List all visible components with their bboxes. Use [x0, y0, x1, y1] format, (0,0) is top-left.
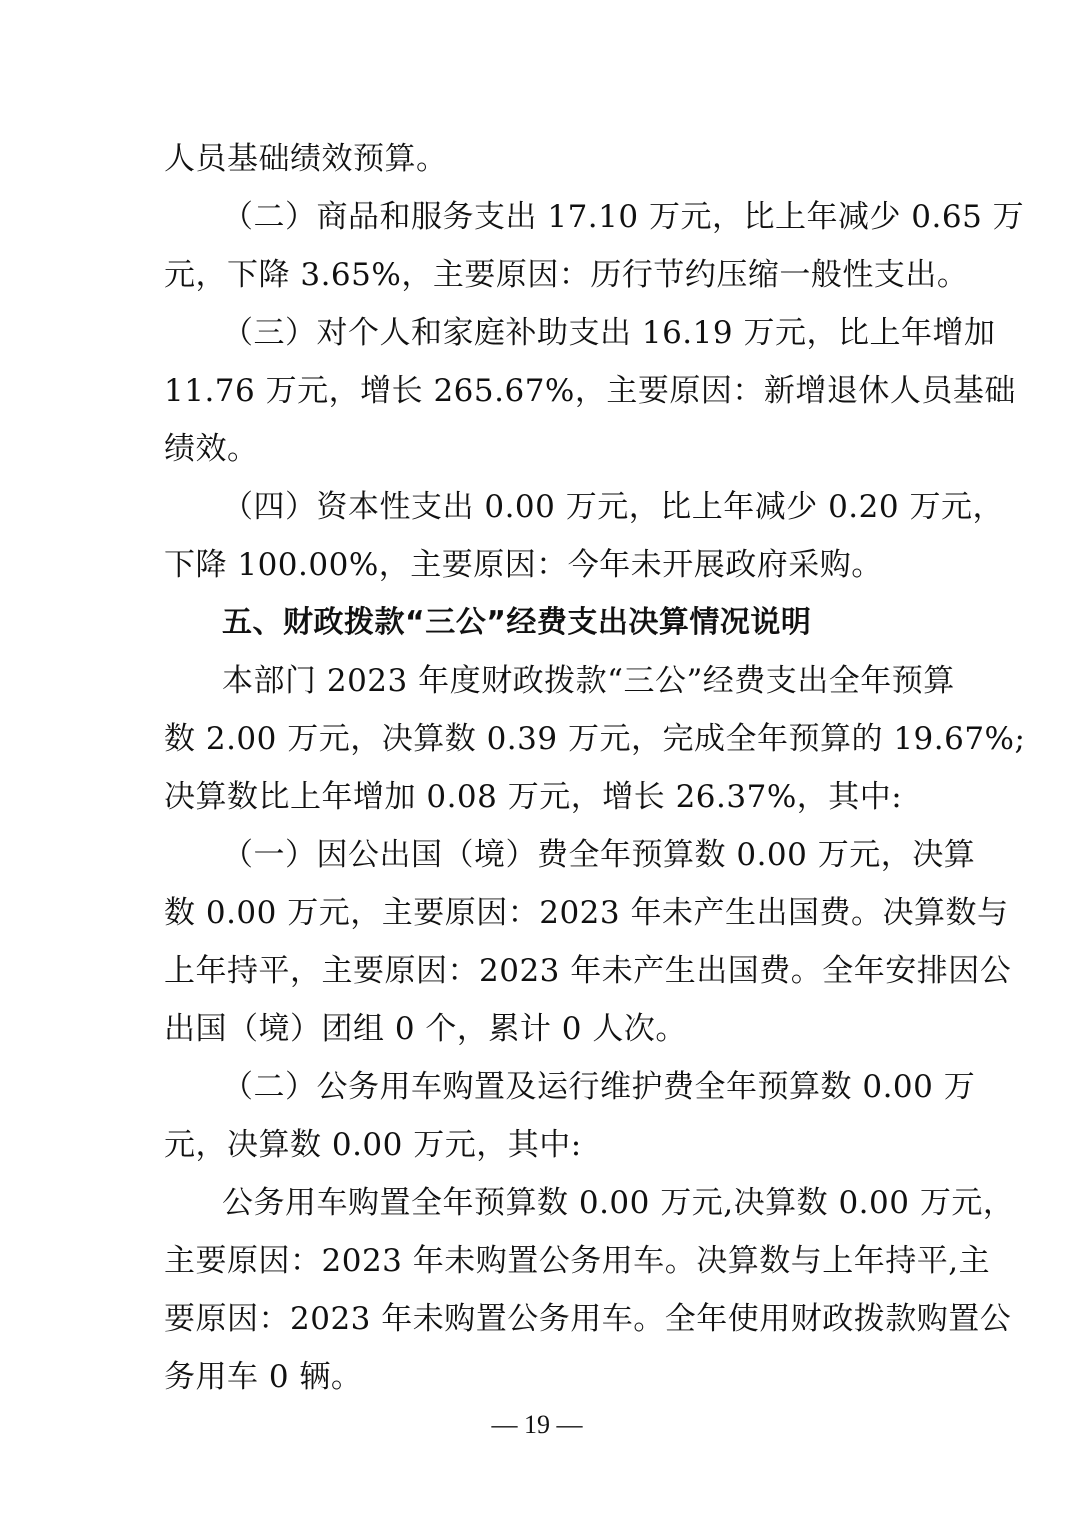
- paragraph-line: 数 2.00 万元，决算数 0.39 万元，完成全年预算的 19.67%;: [164, 721, 1026, 757]
- paragraph-line: （一）因公出国（境）费全年预算数 0.00 万元，决算: [222, 837, 976, 873]
- page-number: — 19 —: [491, 1410, 583, 1439]
- paragraph-line: 主要原因：2023 年未购置公务用车。决算数与上年持平,主: [164, 1243, 991, 1279]
- paragraph-line: 公务用车购置全年预算数 0.00 万元,决算数 0.00 万元，: [222, 1185, 1015, 1221]
- paragraph-line: 要原因：2023 年未购置公务用车。全年使用财政拨款购置公: [164, 1301, 1012, 1337]
- paragraph-line: 元，决算数 0.00 万元，其中:: [164, 1127, 582, 1163]
- paragraph-line: （三）对个人和家庭补助支出 16.19 万元，比上年增加: [222, 315, 996, 351]
- paragraph-line: 人员基础绩效预算。: [164, 141, 448, 177]
- paragraph-line: （二）商品和服务支出 17.10 万元，比上年减少 0.65 万: [222, 199, 1025, 235]
- paragraph-line: 下降 100.00%，主要原因：今年未开展政府采购。: [164, 547, 883, 583]
- paragraph-line: 上年持平，主要原因：2023 年未产生出国费。全年安排因公: [164, 953, 1012, 989]
- paragraph-line: （二）公务用车购置及运行维护费全年预算数 0.00 万: [222, 1069, 976, 1105]
- paragraph-line: 11.76 万元，增长 265.67%，主要原因：新增退休人员基础: [164, 373, 1016, 409]
- section-heading: 五、财政拨款“三公”经费支出决算情况说明: [222, 605, 812, 640]
- paragraph-line: 出国（境）团组 0 个，累计 0 人次。: [164, 1011, 687, 1047]
- paragraph-line: 本部门 2023 年度财政拨款“三公”经费支出全年预算: [222, 663, 955, 699]
- body-text: [164, 130, 1026, 1406]
- paragraph-line: 元，下降 3.65%，主要原因：历行节约压缩一般性支出。: [164, 257, 969, 293]
- paragraph-line: 决算数比上年增加 0.08 万元，增长 26.37%，其中:: [164, 779, 903, 815]
- paragraph-line: （四）资本性支出 0.00 万元，比上年减少 0.20 万元，: [222, 489, 1004, 525]
- paragraph-line: 数 0.00 万元，主要原因：2023 年未产生出国费。决算数与: [164, 895, 1009, 931]
- paragraph-line: 务用车 0 辆。: [164, 1359, 363, 1395]
- paragraph-line: 绩效。: [164, 431, 259, 467]
